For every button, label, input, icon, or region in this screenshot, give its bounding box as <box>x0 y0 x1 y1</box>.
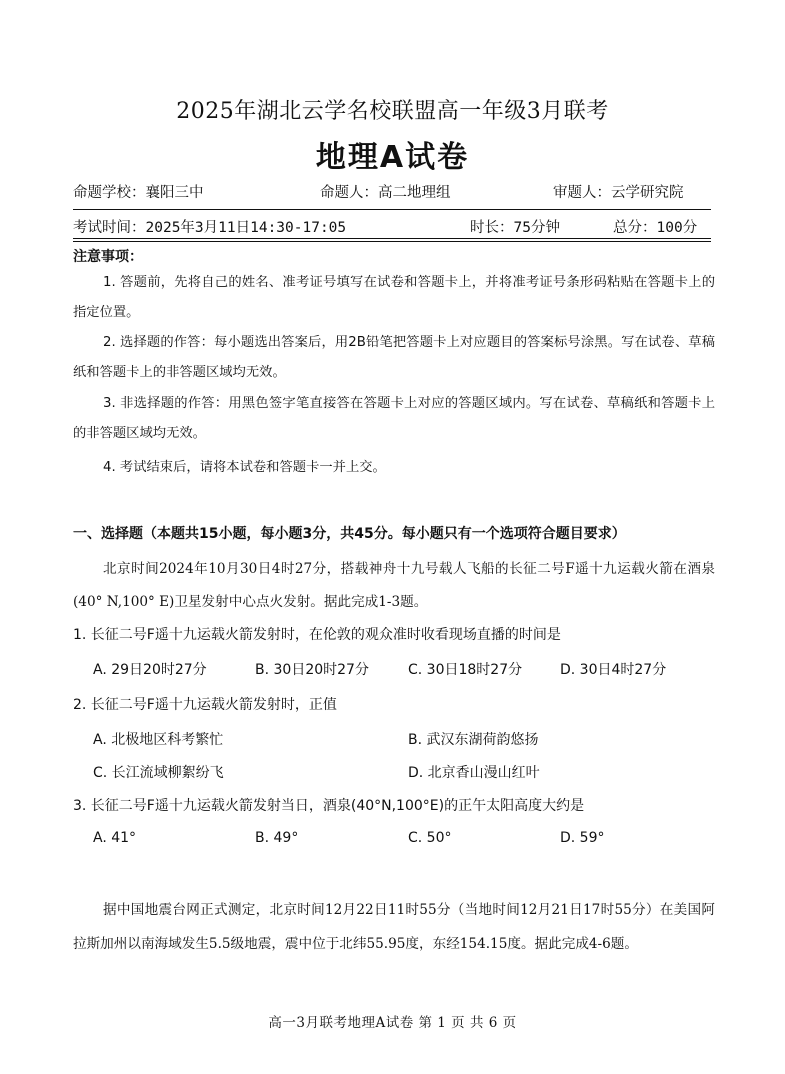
exam-meta-row-1 <box>73 181 711 205</box>
question-stem: 3. 长征二号F遥十九运载火箭发射当日，酒泉(40°N,100°E)的正午太阳高度大约是 <box>73 798 585 814</box>
notice-heading: 注意事项： <box>73 249 143 265</box>
setter-name: 命题人：高二地理组 <box>320 185 451 201</box>
total-score: 总分：100分 <box>613 220 698 236</box>
notice-item: 3. 非选择题的作答：用黑色签字笔直接答在答题卡上对应的答题区域内。写在试卷、草稿纸和答题卡上的非答题区域均无效。 <box>73 396 715 441</box>
question-passage: 据中国地震台网正式测定，北京时间12月22日11时55分（当地时间12月21日17时55分）在美国阿拉斯加州以南海域发生5.5级地震，震中位于北纬55.95度，东经154.15度。据此完成4-6题。 <box>73 902 715 952</box>
double-rule-top <box>73 238 711 239</box>
answer-option: D. 30日4时27分 <box>560 662 667 678</box>
answer-option: D. 北京香山漫山红叶 <box>408 765 540 781</box>
notice-item: 2. 选择题的作答：每小题选出答案后，用2B铅笔把答题卡上对应题目的答案标号涂黑。写在试卷、草稿纸和答题卡上的非答题区域均无效。 <box>73 335 715 380</box>
question-stem: 2. 长征二号F遥十九运载火箭发射时，正值 <box>73 697 337 713</box>
subject-title: 地理A试卷 <box>315 140 470 175</box>
exam-meta-row-2 <box>73 216 711 240</box>
exam-title: 2025年湖北云学名校联盟高一年级3月联考 <box>176 99 609 124</box>
exam-duration: 时长：75分钟 <box>470 220 560 236</box>
question-passage: 北京时间2024年10月30日4时27分，搭载神舟十九号载人飞船的长征二号F遥十九运载火箭在酒泉(40° N,100° E)卫星发射中心点火发射。据此完成1-3题。 <box>73 561 715 610</box>
answer-option: C. 50° <box>408 830 452 846</box>
notice-item: 4. 考试结束后，请将本试卷和答题卡一并上交。 <box>103 460 386 475</box>
double-rule-bottom <box>73 241 711 242</box>
exam-time: 考试时间：2025年3月11日14:30-17:05 <box>73 220 347 236</box>
page-footer: 高一3月联考地理A试卷 第 1 页 共 6 页 <box>268 1015 517 1031</box>
answer-option: B. 武汉东湖荷韵悠扬 <box>408 732 539 748</box>
answer-option: B. 49° <box>255 830 299 846</box>
section-heading: 一、选择题（本题共15小题，每小题3分，共45分。每小题只有一个选项符合题目要求） <box>73 526 626 542</box>
answer-option: A. 41° <box>93 830 137 846</box>
answer-option: C. 30日18时27分 <box>408 662 523 678</box>
answer-option: A. 北极地区科考繁忙 <box>93 732 224 748</box>
reviewer-name: 审题人：云学研究院 <box>553 185 684 201</box>
answer-option: D. 59° <box>560 830 605 846</box>
answer-option: A. 29日20时27分 <box>93 662 207 678</box>
setter-school: 命题学校：襄阳三中 <box>73 185 204 201</box>
answer-option: C. 长江流域柳絮纷飞 <box>93 765 224 781</box>
answer-option: B. 30日20时27分 <box>255 662 369 678</box>
notice-item: 1. 答题前，先将自己的姓名、准考证号填写在试卷和答题卡上，并将准考证号条形码粘贴在答题卡上的指定位置。 <box>73 275 715 320</box>
question-stem: 1. 长征二号F遥十九运载火箭发射时，在伦敦的观众准时收看现场直播的时间是 <box>73 627 561 643</box>
meta-divider <box>73 209 711 210</box>
